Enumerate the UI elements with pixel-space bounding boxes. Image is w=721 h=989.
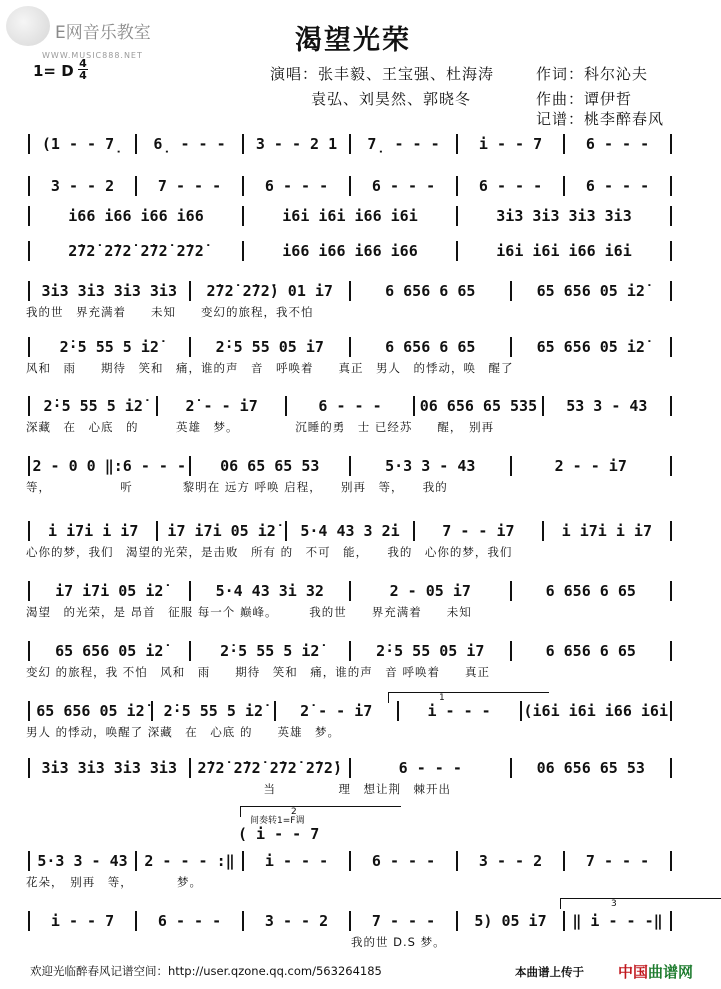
measure: 6 - - - [264,177,329,195]
measure: 3i3 3i3 3i3 3i3 [496,207,632,225]
measure: 7 - - i7 [442,522,515,540]
measure: 65 656 05 i2̇ [55,642,164,660]
measure: 5·3 3 - 43 [385,457,476,475]
measure: 3i3 3i3 3i3 3i3 [41,759,177,777]
barline [28,456,30,476]
barline [189,581,191,601]
barline [510,456,512,476]
barline [242,134,244,154]
composer: 作曲：谭伊哲 [536,90,633,108]
barline [242,206,244,226]
notes-line [26,455,674,477]
measure: 6 - - - [398,759,462,777]
barline [349,134,351,154]
barline [28,396,30,416]
barline [670,337,672,357]
barline [670,396,672,416]
barline [274,701,276,721]
measure: 2̇72̇ 2̇72̇ 2̇72̇ 2̇72̇ [68,242,204,260]
barline [28,281,30,301]
measure: 5·4 43 3 2̇i [300,522,400,540]
barline [456,911,458,931]
score-row [26,910,674,950]
lyrics-line: 等， 听 黎明在 远方 呼唤 启程， 别再 等， 我的 [26,480,448,494]
score-row [26,640,674,680]
notes-line [26,175,674,197]
barline [413,521,415,541]
barline [397,701,399,721]
barline [28,581,30,601]
barline [151,701,153,721]
measure: 2̇·5 55 05 i7 [376,642,485,660]
measure: i - - - [427,702,491,720]
barline [510,581,512,601]
measure: 2̇ - - i7 [300,702,373,720]
barline [189,337,191,357]
measure: 6 656 6 65 [385,338,476,356]
measure: 6 - - - [318,397,382,415]
measure: 2̇72̇ 2̇72̇ 2̇72̇ 2̇72̇) [197,759,342,777]
notes-line [26,910,674,932]
score-row [26,580,674,620]
barline [28,911,30,931]
barline [28,134,30,154]
measure: 2 - 05 i7 [389,582,471,600]
barline [285,521,287,541]
barline [670,758,672,778]
watermark-site-name: E网音乐教室 [55,23,151,43]
lyrics-line: 风和 雨 期待 笑和 痛，谁的声 音 呼唤着 真正 男人 的悸动，唤 醒了 [26,361,514,375]
measure: i6i i6i i66 i6i [282,207,418,225]
score-row [26,395,674,435]
barline [542,396,544,416]
barline [563,134,565,154]
score-row [26,240,674,280]
barline [156,396,158,416]
notes-line [26,336,674,358]
barline [242,176,244,196]
measure: 6 - - - [371,852,436,870]
singers-line-1: 演唱：张丰毅、王宝强、杜海涛 [270,65,495,83]
barline [456,851,458,871]
score-row [26,520,674,560]
transcriber: 记谱：桃李醉春风 [536,110,665,128]
measure: 2̇·5 55 5 i2̇ [59,338,159,356]
lyricist: 作词：科尔沁夫 [536,65,649,83]
measure: 65 656 05 i2̇ [536,338,645,356]
notes-line [26,520,674,542]
barline [670,911,672,931]
barline [189,641,191,661]
score-row [26,757,674,797]
barline [28,521,30,541]
barline [670,241,672,261]
notes-line [26,580,674,602]
barline [670,206,672,226]
lyrics-line: 变幻 的旅程，我 不怕 风和 雨 期待 笑和 痛，谁的声 音 呼唤着 真正 [26,665,490,679]
barline [670,456,672,476]
barline [28,206,30,226]
barline [349,758,351,778]
measure: 3 - - 2 [50,177,115,195]
barline [542,521,544,541]
measure: 7 - - - [585,852,650,870]
measure: 7̣ - - - [367,135,440,153]
barline [670,641,672,661]
measure: i i7i i i7 [48,522,139,540]
barline [156,521,158,541]
lyrics-line: 男人 的悸动，唤醒了 深藏 在 心底 的 英雄 梦。 [26,725,340,739]
barline [242,241,244,261]
barline [135,851,137,871]
measure: 3 - - 2 [264,912,329,930]
footer-space-link[interactable]: 欢迎光临醉春风记谱空间：http://user.qzone.qq.com/563264185 [30,964,382,978]
measure: 7 - - - [157,177,222,195]
measure: 3i3 3i3 3i3 3i3 [41,282,177,300]
volta-1: 1 [388,692,549,703]
measure: i7 i7i 05 i2̇ [55,582,164,600]
barline [28,176,30,196]
measure: 2̇ - - i7 [185,397,258,415]
brand-logo[interactable]: 中国曲谱网 [618,963,694,981]
barline [135,134,137,154]
measure: ‖ i - - -‖ [572,912,663,930]
barline [510,337,512,357]
notes-line [26,700,674,722]
singers-line-2: 袁弘、刘昊然、郭晓冬 [311,90,472,108]
measure: 2̇72̇ 2̇72̇) 01 i7 [206,282,333,300]
barline [456,134,458,154]
barline [670,521,672,541]
measure: 6 656 6 65 [385,282,476,300]
measure: (i6i i6i i66 i6i [523,702,668,720]
barline [413,396,415,416]
barline [28,701,30,721]
measure: 7 - - - [371,912,436,930]
barline [670,281,672,301]
measure: i6i i6i i66 i6i [496,242,632,260]
lyrics-line: 深藏 在 心底 的 英雄 梦。 沉睡的勇 士 已经苏 醒， 别再 [26,420,495,434]
barline [189,281,191,301]
measure: 06 656 65 535 [419,397,538,415]
score-row [26,455,674,495]
barline [670,134,672,154]
measure: 6̣ - - - [153,135,226,153]
measure: 6 656 6 65 [545,642,636,660]
barline [456,176,458,196]
barline [28,851,30,871]
measure: 5·3 3 - 43 [37,852,128,870]
barline [510,281,512,301]
measure: 2̇·5 55 05 i7 [215,338,324,356]
measure: 2 - - i7 [554,457,627,475]
interlude-note: 间奏转1=F调 [250,816,305,826]
score-row [26,850,674,890]
barline [456,241,458,261]
barline [563,176,565,196]
footer-uploaded: 本曲谱上传于 [515,965,584,979]
measure: i66 i66 i66 i66 [68,207,204,225]
measure: i - - 7 [478,135,543,153]
measure: 6 - - - [371,177,436,195]
measure: 3 - - 2 [478,852,543,870]
barline [189,758,191,778]
barline [349,911,351,931]
barline [349,281,351,301]
measure: 6 - - - [585,177,650,195]
measure: i i7i i i7 [561,522,652,540]
barline [349,176,351,196]
measure: 2̇·5 55 5 i2̇ [220,642,320,660]
barline [28,641,30,661]
lyrics-line: 渴望 的光荣，是 昂首 征服 每一个 巅峰。 我的世 界充满着 未知 [26,605,472,619]
score-row [26,700,674,740]
meter-top: 4 [79,57,87,70]
lyrics-line: 心你的梦，我们 渴望的光荣，是击败 所有 的 不可 能， 我的 心你的梦，我们 [26,545,513,559]
barline [242,851,244,871]
barline [670,176,672,196]
barline [670,581,672,601]
barline [563,851,565,871]
measure: i7 i7i 05 i2̇ [167,522,276,540]
measure: 06 656 65 53 [536,759,645,777]
barline [349,456,351,476]
barline [456,206,458,226]
score-row [26,336,674,376]
time-signature [78,58,88,81]
notes-line [26,395,674,417]
watermark-site-url: WWW.MUSIC888.NET [42,51,143,60]
barline [28,758,30,778]
lyrics-line: 我的世 界充满着 未知 变幻的旅程，我不怕 [26,305,314,319]
barline [510,758,512,778]
interlude-notes: ( i - - 7 [238,825,320,843]
measure: 5) 05 i7 [474,912,547,930]
measure: i - - - [264,852,329,870]
notes-line [26,280,674,302]
barline [285,396,287,416]
barline [28,241,30,261]
measure: i66 i66 i66 i66 [282,242,418,260]
measure: 53 3 - 43 [566,397,648,415]
key-signature: 1= D [33,62,74,80]
barline [189,456,191,476]
measure: 2̇·5 55 5 i2̇ [43,397,143,415]
notes-line [26,240,674,262]
measure: 5·4 43 3i 32 [215,582,324,600]
notes-line [26,133,674,155]
barline [349,581,351,601]
barline [135,911,137,931]
barline [510,641,512,661]
barline [520,701,522,721]
barline [563,911,565,931]
lyrics-line: 花朵， 别再 等， 梦。 [26,875,202,889]
volta-3: 3 [560,898,721,909]
measure: 6 - - - [157,912,222,930]
score-row [26,133,674,173]
barline [242,911,244,931]
measure: 2 - 0 0 ‖:6 - - - [32,457,187,475]
notes-line [26,205,674,227]
measure: 65 656 05 i2̇ [536,282,645,300]
lyrics-line: 当 理 想让荆 棘开出 [26,782,451,796]
barline [349,337,351,357]
measure: 6 - - - [585,135,650,153]
measure: 06 65 65 53 [220,457,320,475]
barline [135,176,137,196]
measure: 3 - - 2 1 [255,135,338,153]
measure: 65 656 05 i2̇ [36,702,145,720]
measure: 2 - - - :‖ [144,852,235,870]
measure: i - - 7 [50,912,115,930]
score-row [26,280,674,320]
measure: (1 - - 7̣ [41,135,124,153]
measure: 6 656 6 65 [545,582,636,600]
notes-line [26,850,674,872]
barline [670,701,672,721]
barline [349,641,351,661]
barline [670,851,672,871]
notes-line [26,640,674,662]
notes-line [26,757,674,779]
barline [28,337,30,357]
song-title: 渴望光荣 [295,25,411,56]
measure: 2̇·5 55 5 i2̇ [163,702,263,720]
measure: 6 - - - [478,177,543,195]
lyrics-line: 我的世 D.S 梦。 [26,935,446,949]
volta-2: 2 [240,806,401,817]
score-row [26,205,674,245]
barline [349,851,351,871]
meter-bottom: 4 [79,69,87,82]
